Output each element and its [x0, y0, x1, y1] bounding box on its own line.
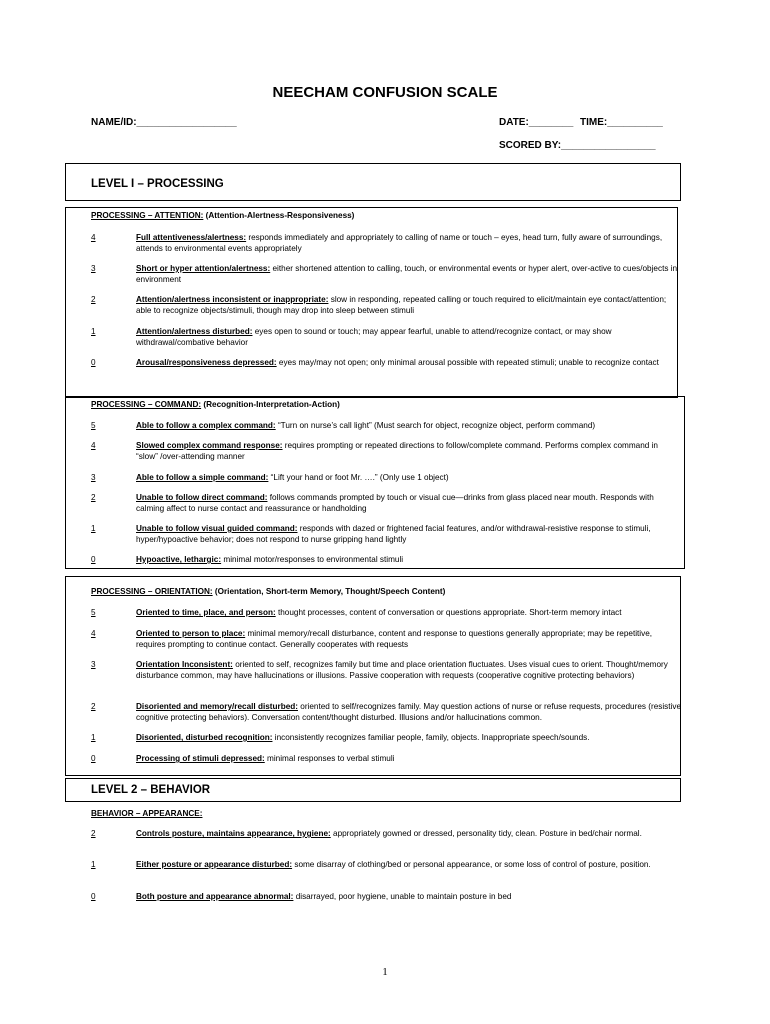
orientation-heading-sub: (Orientation, Short-term Memory, Thought/Speech Content)	[214, 587, 446, 596]
item-score: 4	[91, 233, 96, 242]
attention-heading-label: PROCESSING – ATTENTION:	[91, 211, 204, 220]
item-term: Hypoactive, lethargic:	[136, 555, 222, 564]
attention-section-heading	[91, 211, 354, 220]
item-text	[136, 327, 681, 348]
item-term: Oriented to person to place:	[136, 629, 246, 638]
name-id-field: NAME/ID:__________________	[91, 117, 237, 128]
item-text	[136, 660, 681, 681]
item-term: Processing of stimuli depressed:	[136, 754, 265, 763]
item-text	[136, 702, 681, 723]
item-score: 0	[91, 754, 96, 763]
item-term: Orientation Inconsistent:	[136, 660, 233, 669]
appearance-section-heading	[91, 809, 202, 818]
item-score: 1	[91, 860, 96, 869]
page-title: NEECHAM CONFUSION SCALE	[272, 84, 498, 101]
item-term: Both posture and appearance abnormal:	[136, 892, 294, 901]
item-desc: minimal motor/responses to environmental stimuli	[223, 555, 404, 564]
item-desc: slow in responding, repeated calling or touch required to elicit/maintain eye contact/attention; able to recognize objects/stimuli, though may drop into sleep between stimuli	[136, 295, 667, 315]
orientation-heading-label: PROCESSING – ORIENTATION:	[91, 587, 213, 596]
item-score: 2	[91, 829, 96, 838]
item-term: Either posture or appearance disturbed:	[136, 860, 293, 869]
item-term: Full attentiveness/alertness:	[136, 233, 247, 242]
item-desc: “Lift your hand or foot Mr. ….” (Only use 1 object)	[270, 473, 449, 482]
item-desc: appropriately gowned or dressed, personality tidy, clean. Posture in bed/chair normal.	[333, 829, 642, 838]
item-term: Short or hyper attention/alertness:	[136, 264, 271, 273]
item-score: 1	[91, 327, 96, 336]
item-text	[136, 233, 681, 254]
item-desc: either shortened attention to calling, touch, or environmental events or hyper alert, over-active to cues/objects in environment	[136, 264, 678, 284]
attention-heading-sub: (Attention-Alertness-Responsiveness)	[205, 211, 355, 220]
item-desc: some disarray of clothing/bed or personal appearance, or some loss of control of posture, position.	[294, 860, 651, 869]
item-text	[136, 629, 681, 650]
item-score: 1	[91, 524, 96, 533]
item-score: 0	[91, 892, 96, 901]
item-score: 5	[91, 608, 96, 617]
item-desc: disarrayed, poor hygiene, unable to maintain posture in bed	[295, 892, 512, 901]
item-term: Unable to follow visual guided command:	[136, 524, 298, 533]
appearance-heading-label: BEHAVIOR – APPEARANCE:	[91, 809, 203, 818]
item-text	[136, 421, 681, 432]
item-desc: inconsistently recognizes familiar people, family, objects. Inappropriate speech/sounds.	[274, 733, 590, 742]
item-text	[136, 829, 681, 840]
command-section-heading	[91, 400, 340, 409]
item-desc: minimal memory/recall disturbance, content and response to questions generally appropriate; may be repetitive, requires prompting to continue contact. Generally cooperates with requests	[136, 629, 653, 649]
item-term: Arousal/responsiveness depressed:	[136, 358, 277, 367]
item-desc: oriented to self/recognizes family. May question actions of nurse or refuse requests, procedures (resistive cognitive protecting behaviors). Conversation content/thought disturbed. Illusions and/or hallucinations common.	[136, 702, 682, 722]
date-field: DATE:________	[499, 117, 574, 128]
item-score: 1	[91, 733, 96, 742]
item-term: Disoriented, disturbed recognition:	[136, 733, 273, 742]
item-score: 5	[91, 421, 96, 430]
item-term: Unable to follow direct command:	[136, 493, 268, 502]
item-desc: requires prompting or repeated directions to follow/complete command. Performs complex command in “slow” /over-attending manner	[136, 441, 658, 461]
item-term: Able to follow a simple command:	[136, 473, 269, 482]
item-text	[136, 358, 681, 369]
item-desc: responds with dazed or frightened facial features, and/or withdrawal-resistive response to stimuli, hyper/hypoactive behavior; does not respond to nurse gripping hand lightly	[136, 524, 651, 544]
item-text	[136, 295, 681, 316]
item-desc: minimal responses to verbal stimuli	[267, 754, 395, 763]
item-text	[136, 733, 681, 744]
item-desc: “Turn on nurse’s call light” (Must search for object, recognize object, perform command)	[277, 421, 596, 430]
item-score: 4	[91, 629, 96, 638]
page-number: 1	[382, 966, 388, 978]
command-heading-sub: (Recognition-Interpretation-Action)	[203, 400, 340, 409]
item-text	[136, 473, 681, 484]
item-score: 3	[91, 660, 96, 669]
item-term: Slowed complex command response:	[136, 441, 283, 450]
item-term: Disoriented and memory/recall disturbed:	[136, 702, 298, 711]
item-score: 2	[91, 493, 96, 502]
item-score: 3	[91, 473, 96, 482]
item-text	[136, 493, 681, 514]
item-desc: oriented to self, recognizes family but time and place orientation fluctuates. Uses visual cues to orient. Thought/memory disturbance common, may have hallucinations or illusions. Passive cooperation with requests (cooperative cognitive protecting behaviors)	[136, 660, 668, 680]
item-text	[136, 524, 681, 545]
item-text	[136, 892, 681, 903]
item-desc: responds immediately and appropriately to calling of name or touch – eyes, head turn, fully aware of surroundings, attends to environmental events appropriately	[136, 233, 663, 253]
item-term: Attention/alertness disturbed:	[136, 327, 253, 336]
item-term: Oriented to time, place, and person:	[136, 608, 276, 617]
orientation-section-heading	[91, 587, 445, 596]
item-score: 2	[91, 702, 96, 711]
level1-title: LEVEL I – PROCESSING	[91, 178, 224, 190]
item-term: Able to follow a complex command:	[136, 421, 276, 430]
item-score: 0	[91, 358, 96, 367]
scored-by-field: SCORED BY:_________________	[499, 140, 656, 151]
item-desc: thought processes, content of conversation or questions appropriate. Short-term memory intact	[277, 608, 622, 617]
item-desc: eyes may/may not open; only minimal arousal possible with repeated stimuli; unable to recognize contact	[278, 358, 659, 367]
level2-title: LEVEL 2 – BEHAVIOR	[91, 784, 211, 796]
item-desc: follows commands prompted by touch or visual cue—drinks from glass placed near mouth. Responds with calming affect to nurse contact and reassurance or handholding	[136, 493, 654, 513]
item-score: 3	[91, 264, 96, 273]
item-text	[136, 441, 681, 462]
item-score: 2	[91, 295, 96, 304]
item-text	[136, 264, 681, 285]
item-text	[136, 754, 681, 765]
item-score: 4	[91, 441, 96, 450]
item-text	[136, 608, 681, 619]
item-text	[136, 555, 681, 566]
item-score: 0	[91, 555, 96, 564]
item-term: Controls posture, maintains appearance, hygiene:	[136, 829, 331, 838]
item-term: Attention/alertness inconsistent or inappropriate:	[136, 295, 329, 304]
item-desc: eyes open to sound or touch; may appear fearful, unable to attend/recognize contact, or may show withdrawal/combative behavior	[136, 327, 612, 347]
item-text	[136, 860, 681, 871]
time-field: TIME:__________	[580, 117, 663, 128]
command-heading-label: PROCESSING – COMMAND:	[91, 400, 202, 409]
